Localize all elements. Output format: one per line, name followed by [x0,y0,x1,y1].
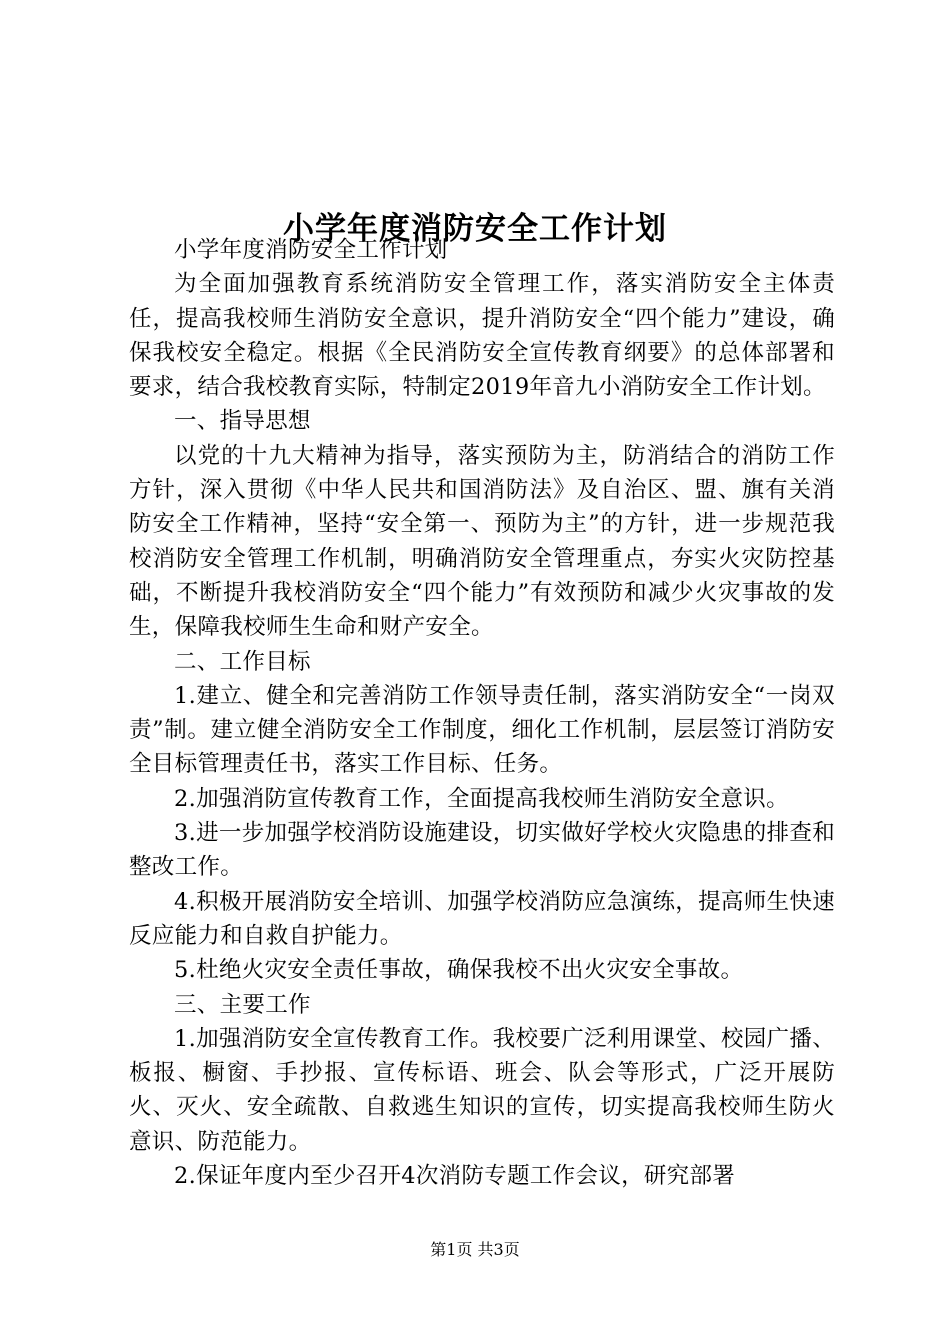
paragraph-goal-2: 2.加强消防宣传教育工作，全面提高我校师生消防安全意识。 [174,785,789,812]
page-number-footer: 第1页 共3页 [430,1240,520,1259]
heading-guiding-ideology: 一、指导思想 [174,408,311,435]
document-body [129,233,835,1193]
paragraph-goal-3: 3.进一步加强学校消防设施建设，切实做好学校火灾隐患的排查和整改工作。 [129,820,835,881]
heading-main-work: 三、主要工作 [174,991,311,1018]
heading-work-goals: 二、工作目标 [174,648,311,675]
paragraph-subtitle: 小学年度消防安全工作计划 [174,237,448,263]
paragraph-guiding-ideology: 以党的十九大精神为指导，落实预防为主，防消结合的消防工作方针，深入贯彻《中华人民共和国消防法》及自治区、盟、旗有关消防安全工作精神，坚持“安全第一、预防为主”的方针，进一步规范我校消防安全管理工作机制，明确消防安全管理重点，夯实火灾防控基础，不断提升我校消防安全“四个能力”有效预防和减少火灾事故的发生，保障我校师生生命和财产安全。 [129,442,835,641]
paragraph-goal-4: 4.积极开展消防安全培训、加强学校消防应急演练，提高师生快速反应能力和自救自护能力。 [129,888,835,949]
paragraph-intro: 为全面加强教育系统消防安全管理工作，落实消防安全主体责任，提高我校师生消防安全意识，提升消防安全“四个能力”建设，确保我校安全稳定。根据《全民消防安全宣传教育纲要》的总体部署和要求，结合我校教育实际，特制定2019年音九小消防安全工作计划。 [129,271,835,401]
paragraph-goal-5: 5.杜绝火灾安全责任事故，确保我校不出火灾安全事故。 [174,957,744,984]
paragraph-work-1: 1.加强消防安全宣传教育工作。我校要广泛利用课堂、校园广播、板报、橱窗、手抄报、宣传标语、班会、队会等形式，广泛开展防火、灭火、安全疏散、自救逃生知识的宣传，切实提高我校师生防火意识、防范能力。 [129,1025,835,1155]
paragraph-work-2: 2.保证年度内至少召开4次消防专题工作会议，研究部署 [174,1163,736,1190]
document-title: 小学年度消防安全工作计划 [283,210,667,247]
paragraph-goal-1: 1.建立、健全和完善消防工作领导责任制，落实消防安全“一岗双责”制。建立健全消防安全工作制度，细化工作机制，层层签订消防安全目标管理责任书，落实工作目标、任务。 [129,682,835,778]
